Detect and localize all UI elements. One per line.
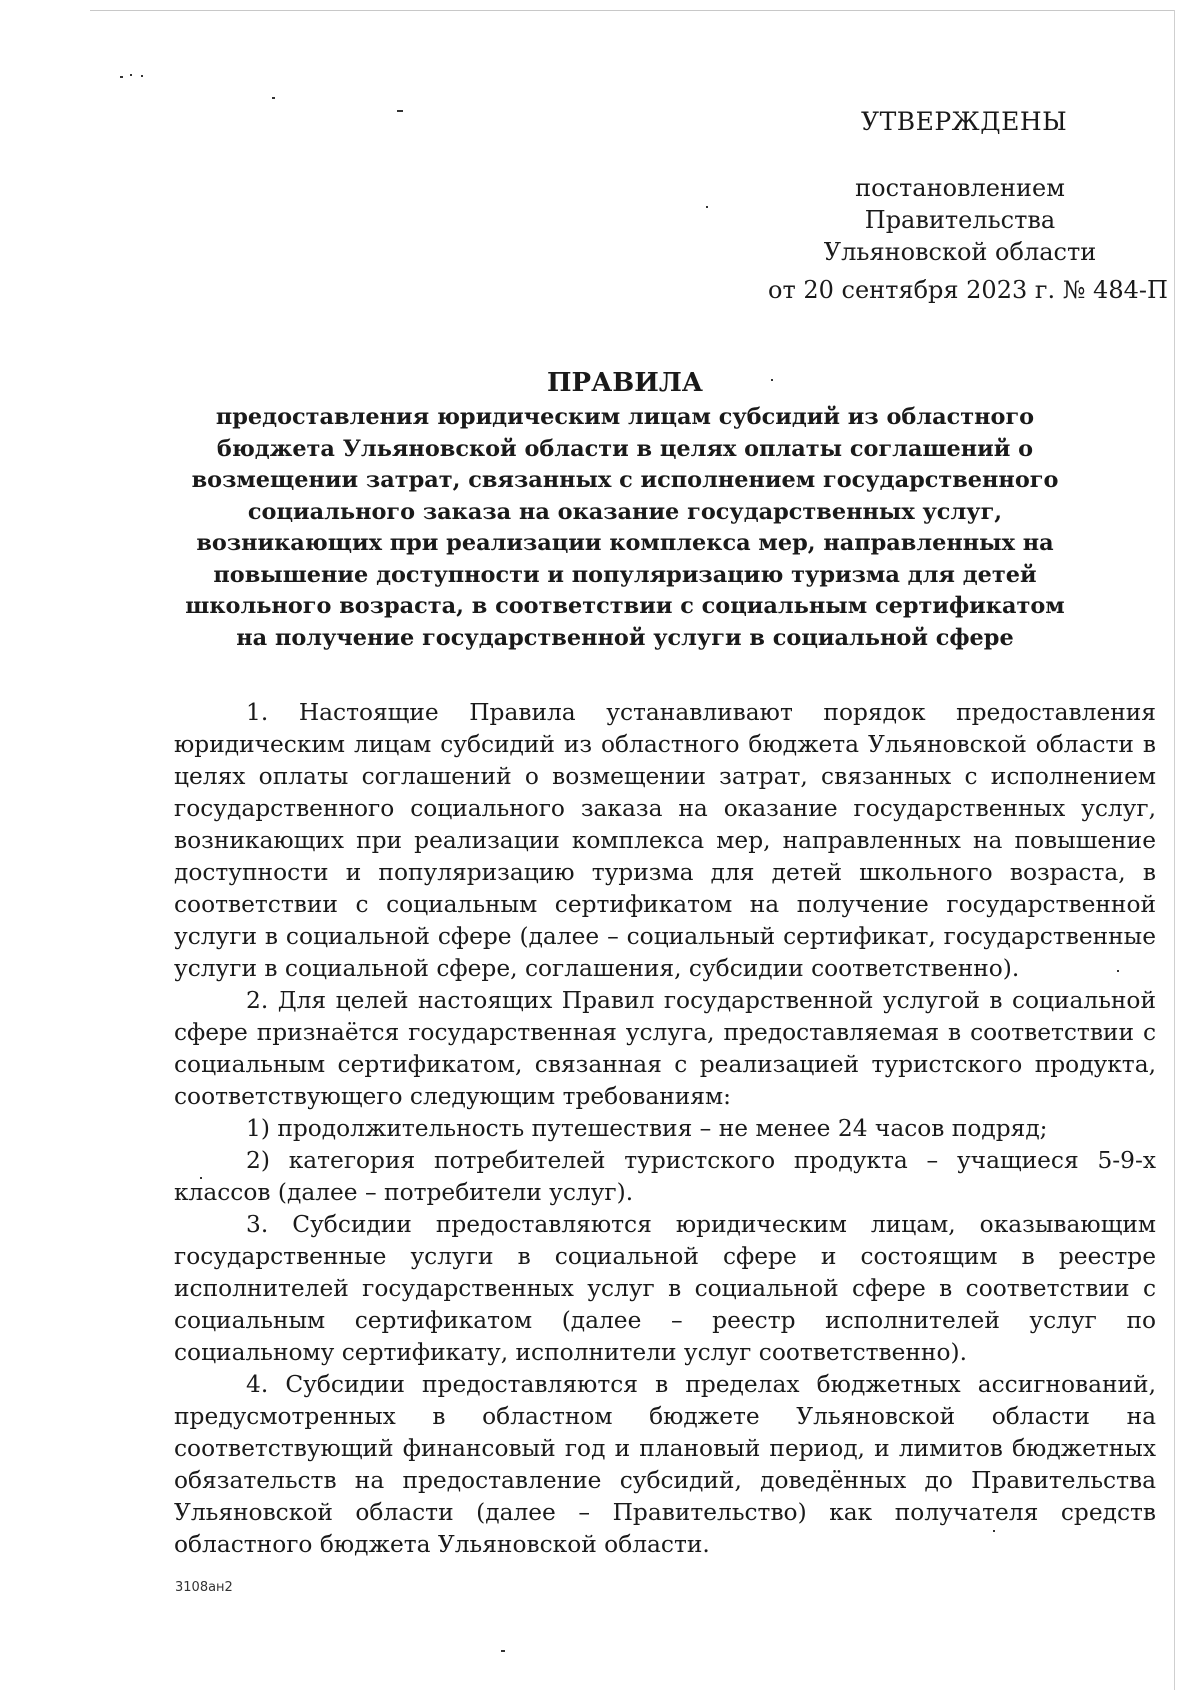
document-code: 3108ан2: [175, 1580, 233, 1595]
paragraph-2: 2. Для целей настоящих Правил государственной услугой в социальной сфере признаётся государственная услуга, предоставляемая в соответствии с социальным сертификатом, связанная с реализацией туристского продукта, соответствующего следующим требованиям:: [174, 987, 1156, 1110]
scan-speck: [272, 97, 275, 99]
paragraph-1: 1. Настоящие Правила устанавливают порядок предоставления юридическим лицам субсидий из областного бюджета Ульяновской области в целях оплаты соглашений о возмещении затрат, связанных с исполнением государственного социального заказа на оказание государственных услуг, возникающих при реализации комплекса мер, направленных на повышение доступности и популяризацию туризма для детей школьного возраста, в соответствии с социальным сертификатом на получение государственной услуги в социальной сфере (далее – социальный сертификат, государственные услуги в социальной сфере, соглашения, субсидии соответственно).: [174, 699, 1156, 982]
scan-edge-top: [90, 10, 1175, 11]
document-subtitle: предоставления юридическим лицам субсидий из областного бюджета Ульяновской области в целях оплаты соглашений о возмещении затрат, связанных с исполнением государственного социального заказа на оказание государственных услуг, возникающих при реализации комплекса мер, направленных на повышение доступности и популяризацию туризма для детей школьного возраста, в соответствии с социальным сертификатом на получение государственной услуги в социальной сфере: [185, 404, 1065, 651]
scan-speck: [501, 1650, 505, 1652]
document-title: ПРАВИЛА: [547, 368, 703, 398]
approval-date: от 20 сентября 2023 г. № 484-П: [768, 276, 1168, 304]
approval-authority-line1: постановлением Правительства: [855, 174, 1065, 234]
list-item-2: 2) категория потребителей туристского продукта – учащиеся 5-9-х классов (далее – потребители услуг).: [174, 1147, 1156, 1206]
approval-authority-line2: Ульяновской области: [823, 238, 1097, 266]
scan-speck: [141, 75, 143, 77]
approval-authority: [760, 172, 1160, 268]
document-body: [174, 697, 1156, 1561]
list-item-1: 1) продолжительность путешествия – не менее 24 часов подряд;: [246, 1115, 1048, 1142]
approval-heading: УТВЕРЖДЕНЫ: [861, 107, 1068, 136]
paragraph-4: 4. Субсидии предоставляются в пределах бюджетных ассигнований, предусмотренных в областном бюджете Ульяновской области на соответствующий финансовый год и плановый период, и лимитов бюджетных обязательств на предоставление субсидий, доведённых до Правительства Ульяновской области (далее – Правительство) как получателя средств областного бюджета Ульяновской области.: [174, 1371, 1156, 1558]
scan-edge-right: [1174, 10, 1175, 1690]
scan-speck: [397, 110, 403, 112]
scan-speck: [130, 74, 132, 76]
paragraph-3: 3. Субсидии предоставляются юридическим лицам, оказывающим государственные услуги в социальной сфере и состоящим в реестре исполнителей государственных услуг в социальной сфере в соответствии с социальным сертификатом (далее – реестр исполнителей услуг по социальному сертификату, исполнители услуг соответственно).: [174, 1211, 1156, 1366]
scan-speck: [706, 206, 708, 208]
scan-speck: [120, 76, 123, 78]
